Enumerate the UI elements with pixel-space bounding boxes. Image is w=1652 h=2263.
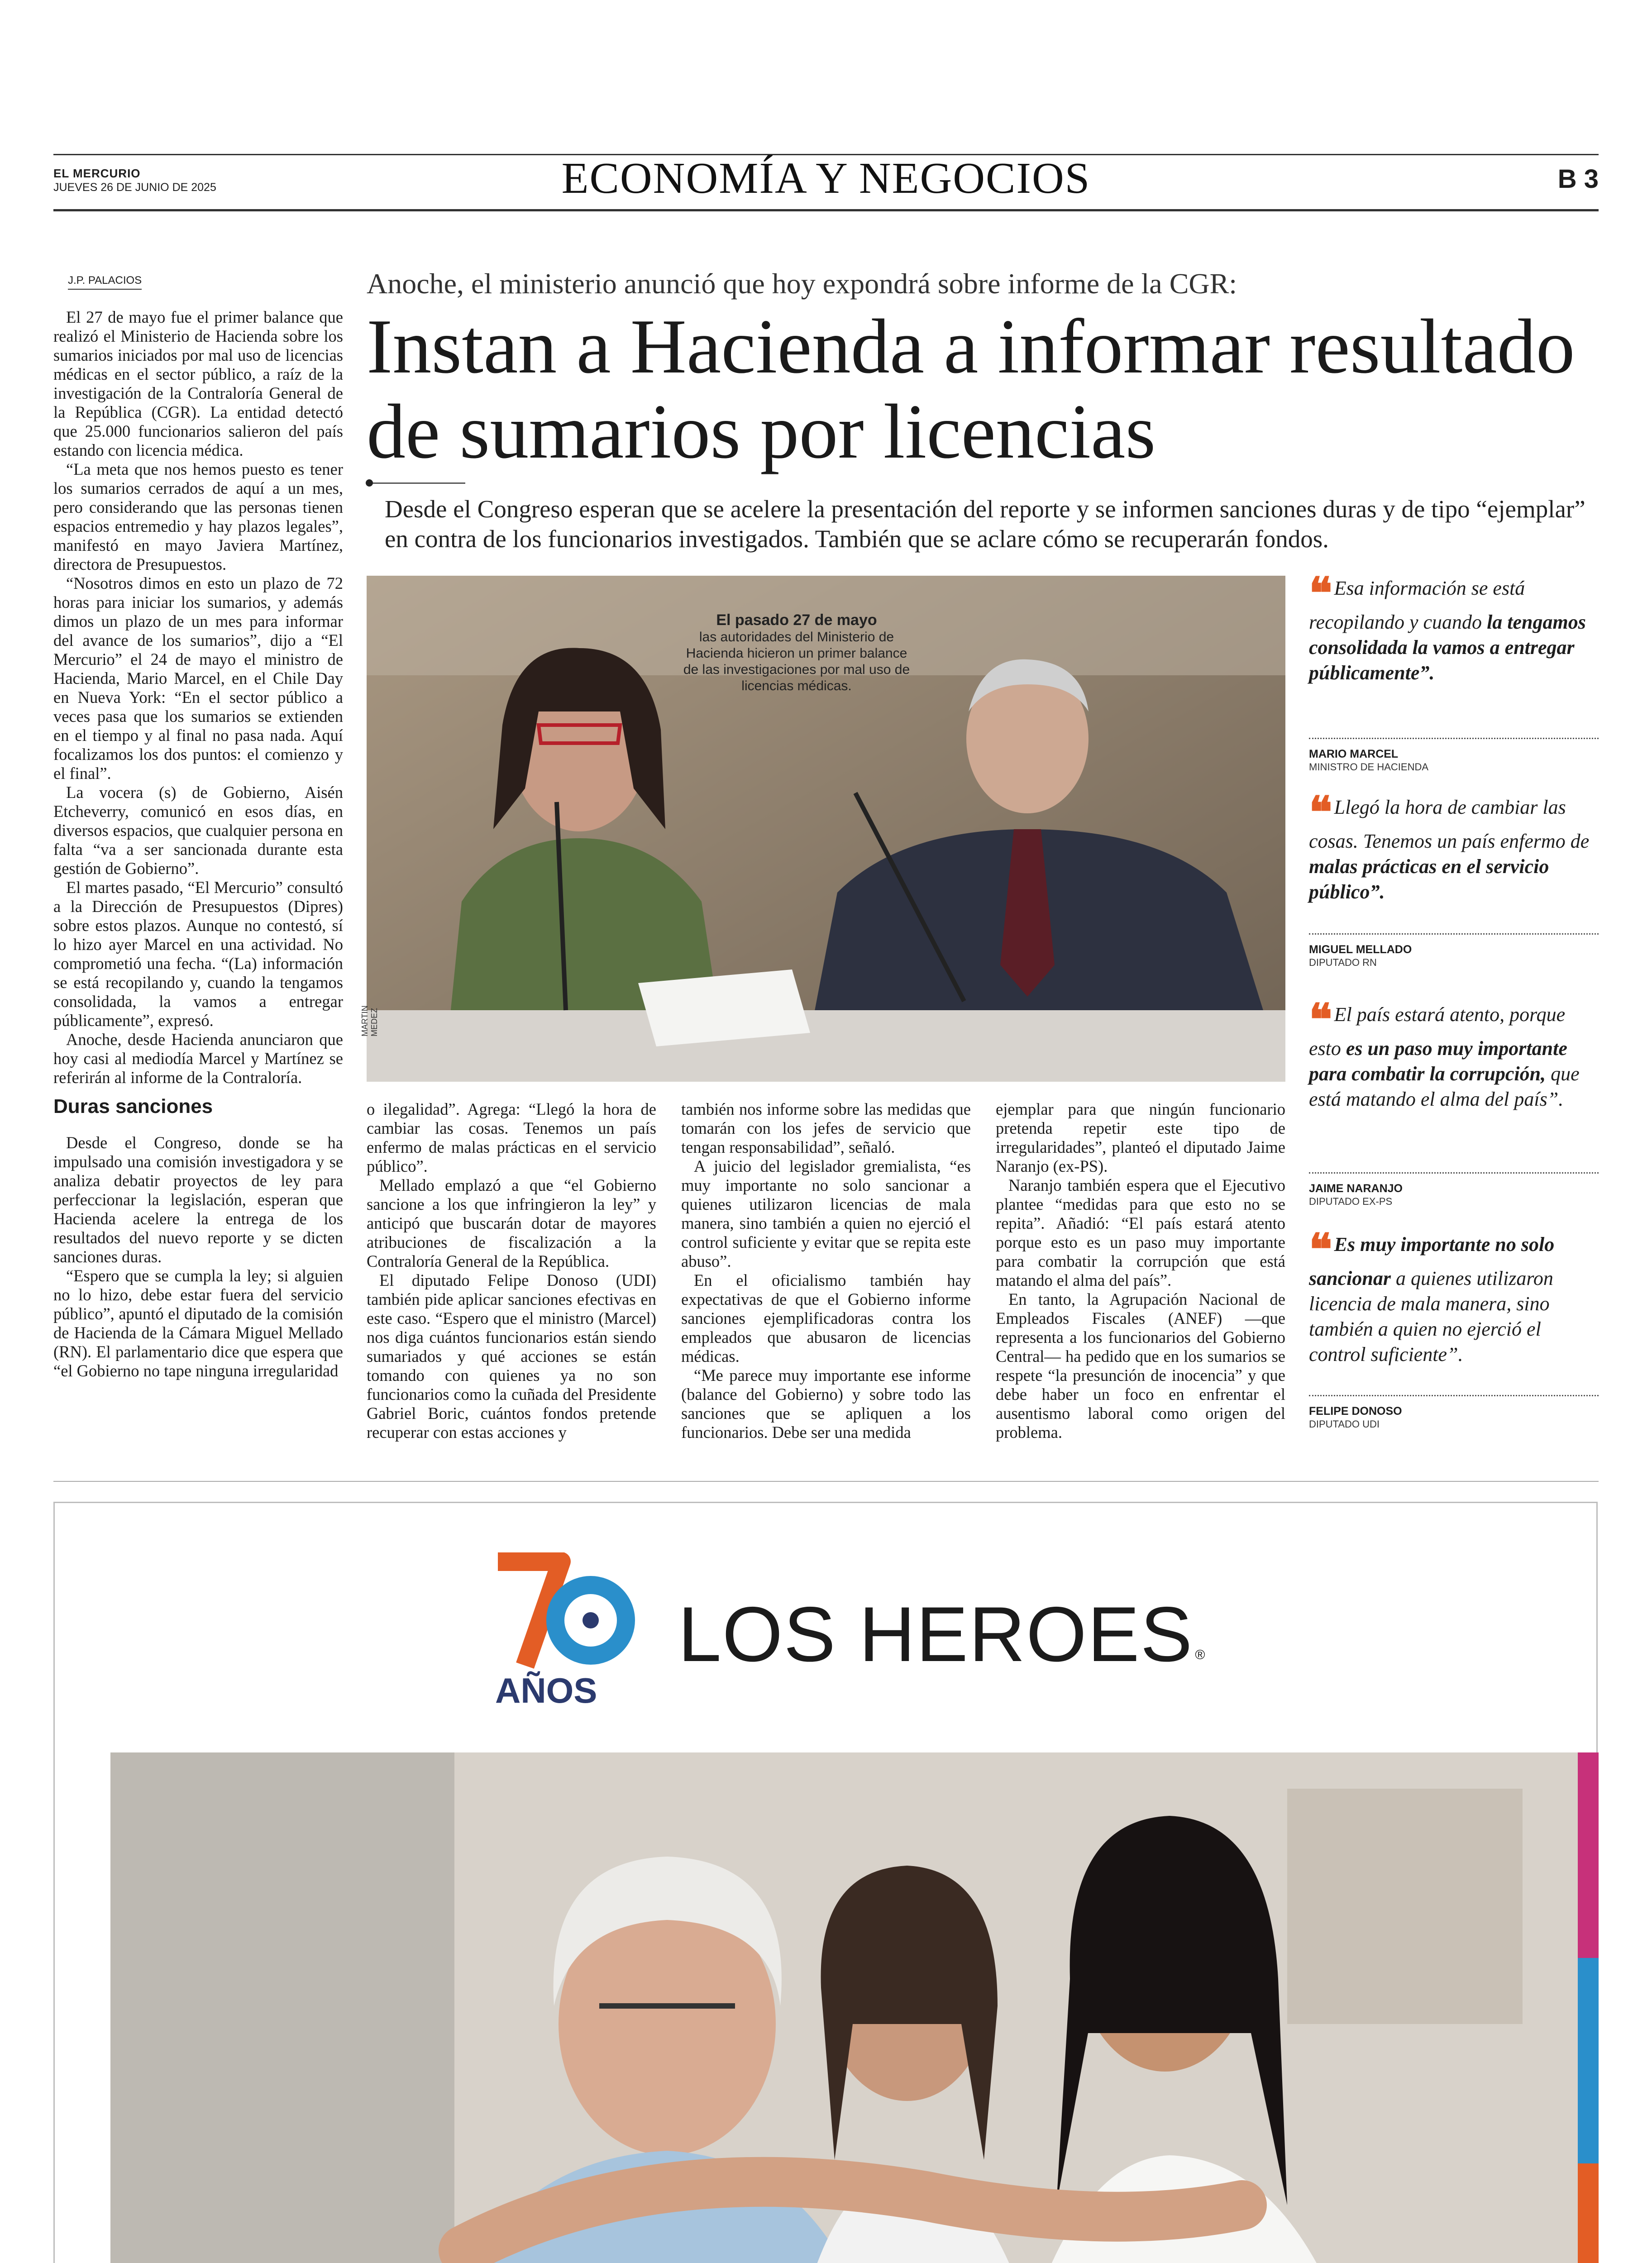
paragraph: En tanto, la Agrupación Nacional de Empleados Fiscales (ANEF) —que representa a los funcionarios del Gobierno Central— ha pedido que en los sumarios se respete “la presunción de inocencia” y que debe haber un foco en enfrentar el ausentismo laboral como origen del problema. xyxy=(996,1290,1285,1442)
paragraph: Naranjo también espera que el Ejecutivo plantee “medidas para que esto no se repita”. Añadió: “El país estará atento porque esto es un paso muy importante para combatir la corrupción que está matando el alma del país”. xyxy=(996,1176,1285,1289)
masthead-bottom-rule xyxy=(53,209,1599,211)
family-photo-illustration xyxy=(110,1752,1590,2263)
quote-divider xyxy=(1309,738,1599,739)
page-number: B 3 xyxy=(1557,164,1599,194)
deck-rule xyxy=(367,482,465,484)
quote-author-role: DIPUTADO UDI xyxy=(1309,1418,1380,1430)
quote-mark-icon: ❝ xyxy=(1309,1226,1326,1274)
pull-quote xyxy=(1309,788,1599,905)
quote-emphasis: Es muy importante no solo sancionar xyxy=(1309,1233,1555,1289)
quote-text: El país estará atento, porque esto xyxy=(1309,1003,1566,1060)
quote-text: a quienes utilizaron licencia de mala manera, sino también a quien no ejerció el control suficiente”. xyxy=(1309,1267,1553,1365)
brand-stripe-orange xyxy=(1578,2163,1599,2263)
page-separator xyxy=(53,1481,1599,1482)
quote-author: MIGUEL MELLADO xyxy=(1309,943,1412,956)
brand-name: LOS HEROES xyxy=(678,1591,1194,1678)
paragraph: “Espero que se cumpla la ley; si alguien no lo hizo, debe estar fuera del servicio público”, apuntó el diputado de la comisión de Hacienda de la Cámara Miguel Mellado (RN). El parlamentario dice que espera que “el Gobierno no tape ninguna irregularidad xyxy=(53,1266,343,1380)
section-title: ECONOMÍA Y NEGOCIOS xyxy=(561,154,1091,203)
quote-text: Llegó la hora de cambiar las cosas. Tenemos un país enfermo de xyxy=(1309,796,1590,852)
photo-caption-text: las autoridades del Ministerio de Hacienda hicieron un primer balance de las investigaciones por mal uso de licencias médicas. xyxy=(683,630,910,693)
brand-stripe-pink xyxy=(1578,1752,1599,1958)
paragraph: o ilegalidad”. Agrega: “Llegó la hora de cambiar las cosas. Tenemos un país enfermo de malas prácticas en el servicio público”. xyxy=(367,1100,656,1175)
paragraph: La vocera (s) de Gobierno, Aisén Etcheverry, comunicó en esos días, en diversos espacios, que cualquier persona en falta “va a ser sancionada durante esta gestión de Gobierno”. xyxy=(53,783,343,878)
quote-emphasis: la tengamos consolidada la vamos a entregar públicamente”. xyxy=(1309,611,1586,684)
paragraph: también nos informe sobre las medidas que tomarán con los jefes de servicio que tengan responsabilidad”, señaló. xyxy=(681,1100,971,1156)
byline: J.P. PALACIOS xyxy=(68,274,142,290)
registered-mark: ® xyxy=(1195,1647,1206,1662)
paragraph: “Nosotros dimos en esto un plazo de 72 horas para iniciar los sumarios, y además dimos un plazo de un mes para informar del avance de los sumarios”, dijo a “El Mercurio” el 24 de mayo el ministro de Hacienda, Mario Marcel, en el Chile Day en Nueva York: “En el sector público a veces pasa que los sumarios se extienden en el tiempo y al final no pasa nada. Aquí focalizamos los dos puntos: el comienzo y el final”. xyxy=(53,574,343,783)
issue-date: JUEVES 26 DE JUNIO DE 2025 xyxy=(53,181,216,194)
headline: Instan a Hacienda a informar resultado de sumarios por licencias xyxy=(367,304,1575,475)
photo-credit: MARTIN MEDEZ xyxy=(360,1005,379,1036)
brand-stripe-blue xyxy=(1578,1958,1599,2163)
kicker: Anoche, el ministerio anunció que hoy expondrá sobre informe de la CGR: xyxy=(367,267,1237,300)
los-heroes-70-logo-icon xyxy=(493,1552,638,1670)
photo-caption xyxy=(679,612,914,694)
paragraph: El martes pasado, “El Mercurio” consultó a la Dirección de Presupuestos (Dipres) sobre estos plazos. Aunque no contestó, sí lo hizo ayer Marcel en una actividad. No comprometió una fecha. “(La) información se está recopilando y, cuando la tengamos consolidada, la vamos a entregar públicamente”, expresó. xyxy=(53,878,343,1030)
article-column-4 xyxy=(996,1100,1285,1442)
paragraph: “La meta que nos hemos puesto es tener los sumarios cerrados de aquí a un mes, pero considerando que las personas tienen espacios entremedio y hay plazos legales”, manifestó en mayo Javiera Martínez, directora de Presupuestos. xyxy=(53,460,343,573)
quote-divider xyxy=(1309,933,1599,935)
logo-anos: AÑOS xyxy=(495,1671,597,1710)
paragraph: El 27 de mayo fue el primer balance que realizó el Ministerio de Hacienda sobre los sumarios iniciados por mal uso de licencias médicas en el sector público, a raíz de la investigación de la Contraloría General de la República (CGR). La entidad detectó que 25.000 funcionarios salieron del país estando con licencia médica. xyxy=(53,308,343,459)
quote-divider xyxy=(1309,1172,1599,1174)
paragraph: Anoche, desde Hacienda anunciaron que hoy casi al mediodía Marcel y Martínez se referirán al informe de la Contraloría. xyxy=(53,1030,343,1087)
quote-mark-icon: ❝ xyxy=(1309,788,1326,837)
quote-author-role: DIPUTADO EX-PS xyxy=(1309,1196,1393,1207)
deck-bullet xyxy=(366,479,373,487)
paragraph: Desde el Congreso, donde se ha impulsado una comisión investigadora y se analiza debatir proyectos de ley para perfeccionar la legislación, esperan que Hacienda acelere la entrega de los resultados del nuevo reporte y se dicten sanciones duras. xyxy=(53,1133,343,1266)
quote-author-role: DIPUTADO RN xyxy=(1309,957,1377,968)
quote-author: FELIPE DONOSO xyxy=(1309,1405,1402,1418)
article-column-2 xyxy=(367,1100,656,1442)
photo-caption-title: El pasado 27 de mayo xyxy=(716,611,877,629)
article-column-3 xyxy=(681,1100,971,1442)
quote-emphasis: malas prácticas en el servicio público”. xyxy=(1309,855,1549,903)
quote-mark-icon: ❝ xyxy=(1309,996,1326,1044)
subheading: Duras sanciones xyxy=(53,1095,213,1117)
quote-author: JAIME NARANJO xyxy=(1309,1182,1403,1195)
quote-divider xyxy=(1309,1395,1599,1396)
pull-quote xyxy=(1309,569,1599,686)
paragraph: “Me parece muy importante ese informe (balance del Gobierno) y sobre todo las sanciones que se apliquen a los funcionarios. Debe ser una medida xyxy=(681,1366,971,1442)
newspaper-name: EL MERCURIO xyxy=(53,167,141,180)
quote-text: Esa información se está recopilando y cuando xyxy=(1309,577,1525,633)
quote-text: que está matando el alma del país”. xyxy=(1309,1063,1580,1110)
paragraph: El diputado Felipe Donoso (UDI) también pide aplicar sanciones efectivas en este caso. “Espero que el ministro (Marcel) nos diga cuántos funcionarios están siendo sumariados y qué acciones se están tomando con quienes ya no son funcionarios como la cuñada del Presidente Gabriel Boric, cuántos fondos pretende recuperar con estas acciones y xyxy=(367,1271,656,1442)
quote-mark-icon: ❝ xyxy=(1309,569,1326,618)
pull-quote xyxy=(1309,1226,1599,1367)
deck: Desde el Congreso esperan que se acelere la presentación del reporte y se informen sanciones duras y de tipo “ejemplar” en contra de los funcionarios investigados. También que se aclare cómo se recuperarán fondos. xyxy=(385,495,1585,553)
brand-wordmark xyxy=(678,1590,1206,1679)
paragraph: A juicio del legislador gremialista, “es muy importante no solo sancionar a quienes utilizaron licencias de mala manera, sino también a quien no ejerció el control suficiente y evitar que se repita este abuso”. xyxy=(681,1157,971,1270)
paragraph: En el oficialismo también hay expectativas de que el Gobierno informe sanciones ejemplificadoras contra los empleados que abusaron de licencias médicas. xyxy=(681,1271,971,1365)
paragraph: ejemplar para que ningún funcionario pretenda repetir este tipo de irregularidades”, planteó el diputado Jaime Naranjo (ex-PS). xyxy=(996,1100,1285,1175)
paragraph: Mellado emplazó a que “el Gobierno sancione a los que infringieron la ley” y anticipó que buscarán dotar de mayores atribuciones de fiscalización a la Contraloría General de la República. xyxy=(367,1176,656,1270)
ad-photo xyxy=(110,1752,1590,2263)
quote-emphasis: es un paso muy importante para combatir la corrupción, xyxy=(1309,1037,1567,1085)
quote-author: MARIO MARCEL xyxy=(1309,748,1399,760)
pull-quote xyxy=(1309,996,1599,1112)
quote-author-role: MINISTRO DE HACIENDA xyxy=(1309,761,1429,773)
article-column-1 xyxy=(53,308,343,1380)
